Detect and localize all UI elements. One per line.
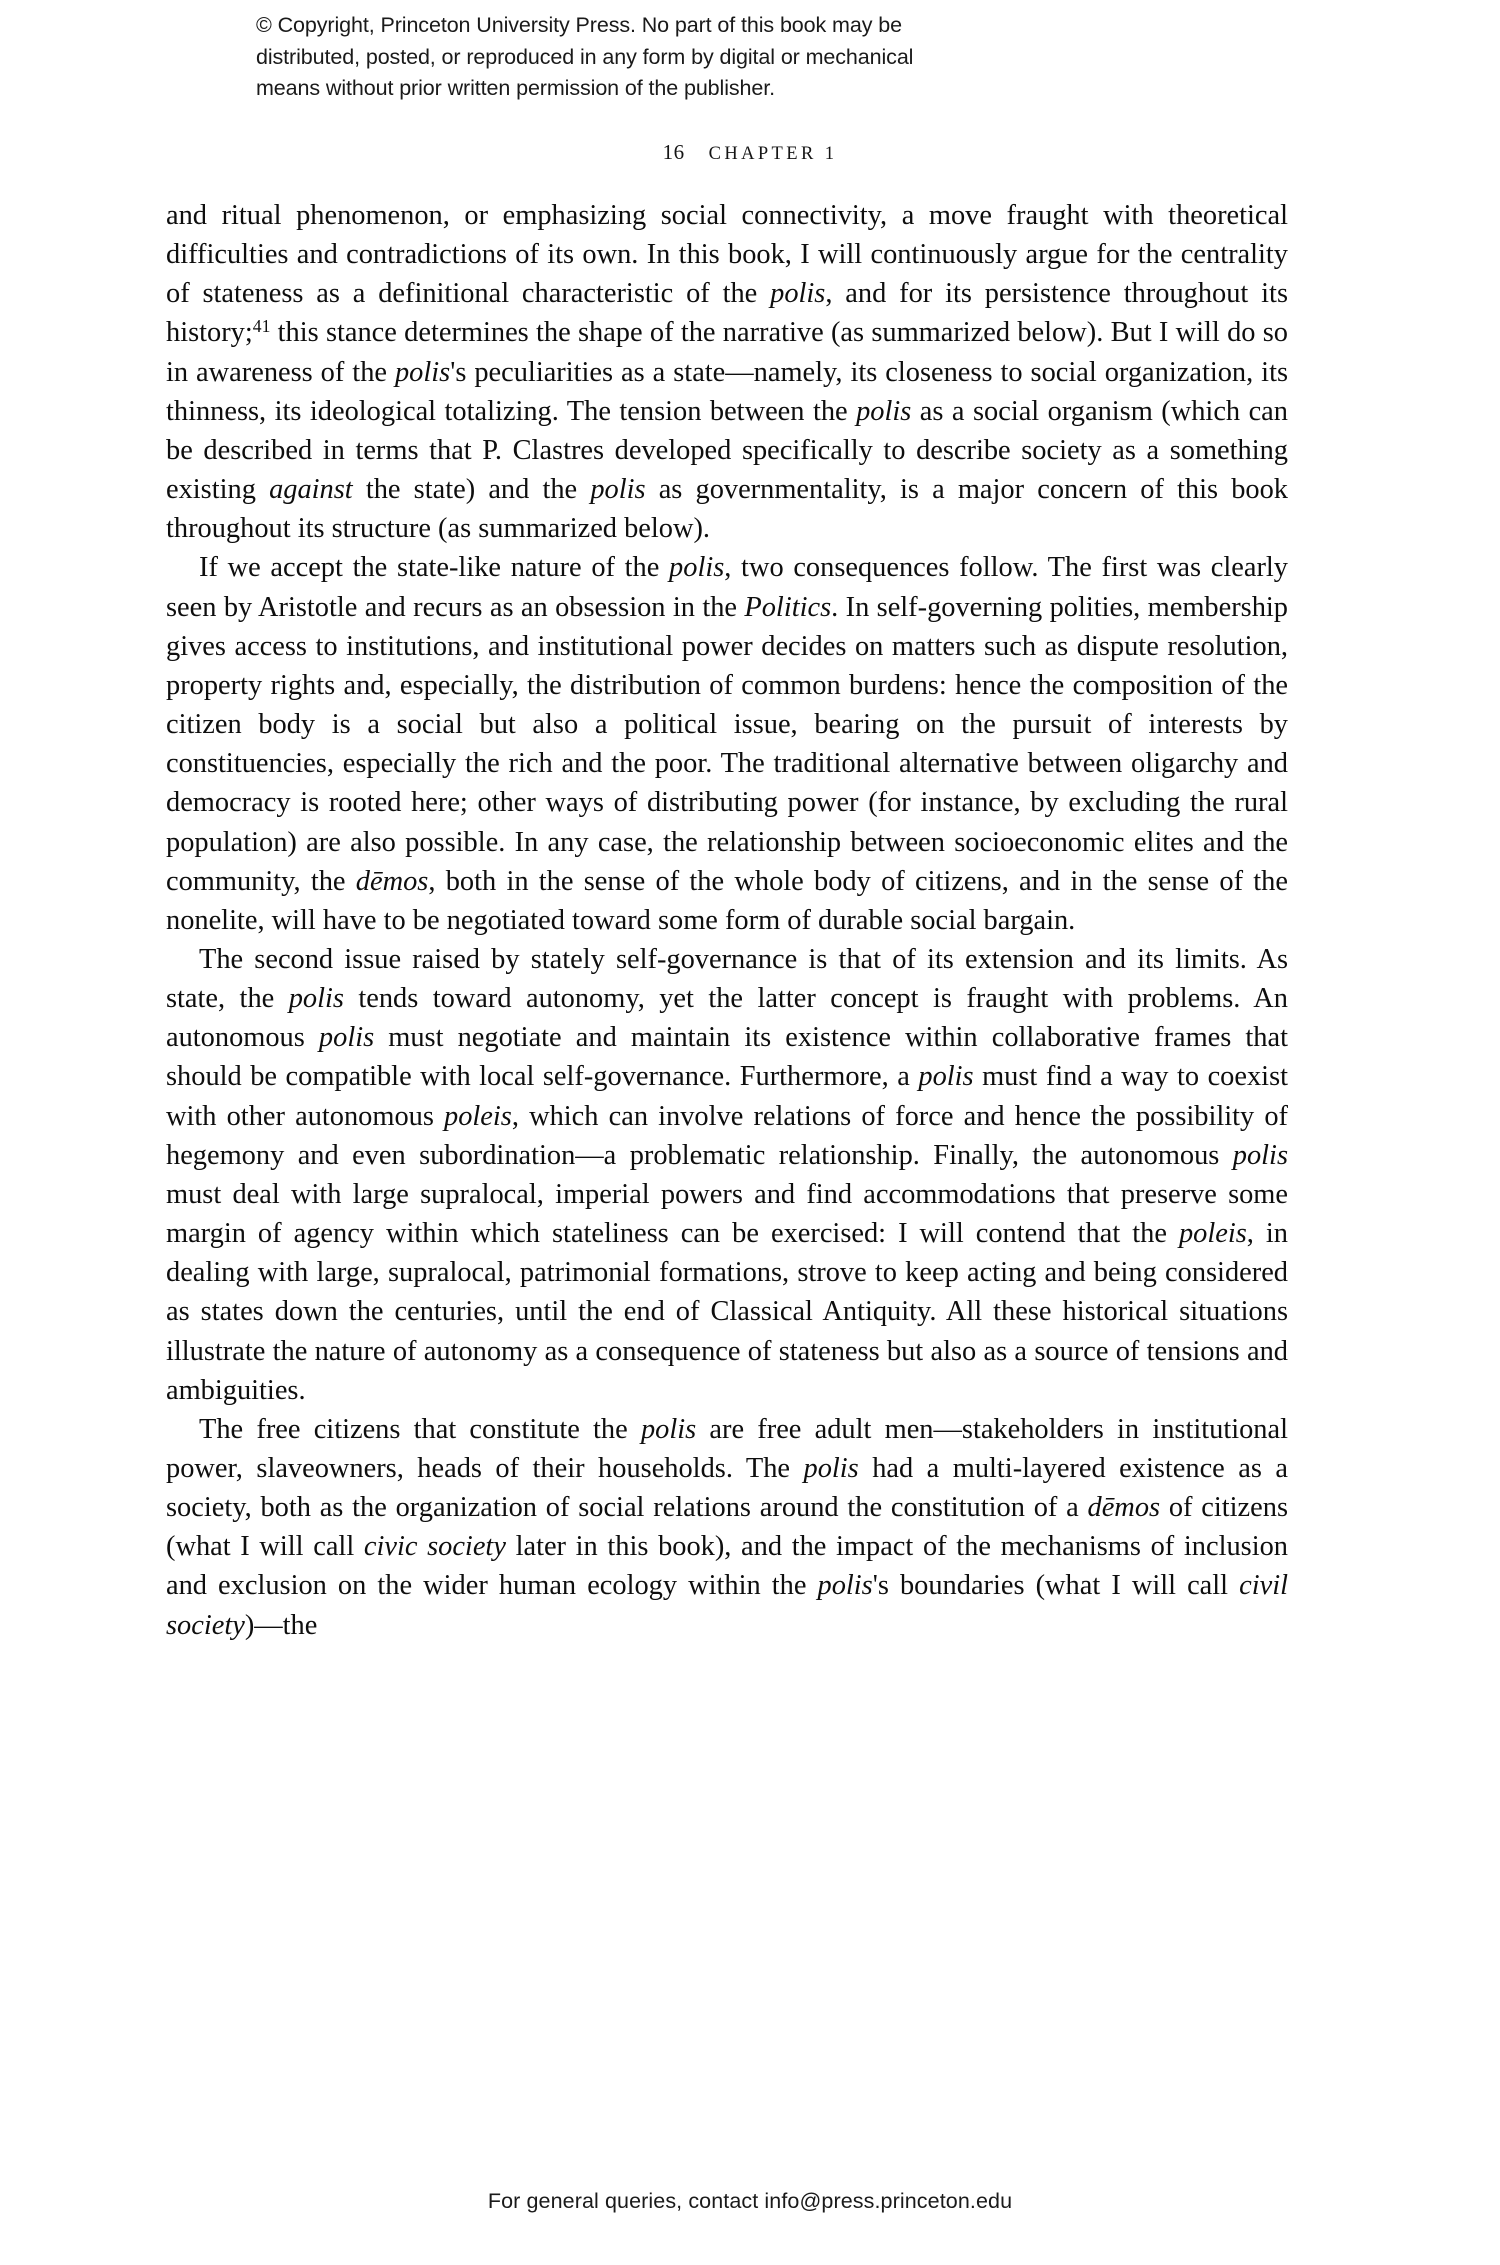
paragraph: The second issue raised by stately self-governance is that of its extension and its limits. As state, the polis tends toward autonomy, yet the latter concept is fraught with problems. An autonomous polis must negotiate and maintain its existence within collaborative frames that should be compatible with local self-governance. Furthermore, a polis must find a way to coexist with other autonomous poleis, which can involve relations of force and hence the possibility of hegemony and even subordination—a problematic relationship. Finally, the autonomous polis must deal with large supralocal, imperial powers and find accommodations that preserve some margin of agency within which stateliness can be exercised: I will contend that the poleis, in dealing with large, supralocal, patrimonial formations, strove to keep acting and being considered as states down the centuries, until the end of Classical Antiquity. All these historical situations illustrate the nature of autonomy as a consequence of stateness but also as a source of tensions and ambiguities. (166, 943, 1289, 1406)
page-number: 16 (662, 140, 685, 164)
copyright-line-2: distributed, posted, or reproduced in any form by digital or mechanical (256, 44, 914, 69)
chapter-label: CHAPTER 1 (708, 144, 838, 164)
footer-contact-text: For general queries, contact info@press.princeton.edu (487, 2189, 1013, 2213)
copyright-notice (256, 10, 956, 105)
running-head (0, 140, 1500, 165)
body-text (166, 196, 1288, 1645)
copyright-line-3: means without prior written permission of the publisher. (256, 76, 776, 100)
paragraph: If we accept the state-like nature of the polis, two consequences follow. The first was clearly seen by Aristotle and recurs as an obsession in the Politics. In self-governing polities, membership gives access to institutions, and institutional power decides on matters such as dispute resolution, property rights and, especially, the distribution of common burdens: hence the composition of the citizen body is a social but also a political issue, bearing on the pursuit of interests by constituencies, especially the rich and the poor. The traditional alternative between oligarchy and democracy is rooted here; other ways of distributing power (for instance, by excluding the rural population) are also possible. In any case, the relationship between socioeconomic elites and the community, the dēmos, both in the sense of the whole body of citizens, and in the sense of the nonelite, will have to be negotiated toward some form of durable social bargain. (166, 552, 1288, 936)
paragraph: The free citizens that constitute the polis are free adult men—stakeholders in institutional power, slaveowners, heads of their households. The polis had a multi-layered existence as a society, both as the organization of social relations around the constitution of a dēmos of citizens (what I will call civic society later in this book), and the impact of the mechanisms of inclusion and exclusion on the wider human ecology within the polis's boundaries (what I will call civil society)—the (166, 1413, 1288, 1641)
paragraph: and ritual phenomenon, or emphasizing social connectivity, a move fraught with theoretical difficulties and contradictions of its own. In this book, I will continuously argue for the centrality of stateness as a definitional characteristic of the polis, and for its persistence throughout its history;$^{41}$ this stance determines the shape of the narrative (as summarized below). But I will do so in awareness of the polis's peculiarities as a state—namely, its closeness to social organization, its thinness, its ideological totalizing. The tension between the polis as a social organism (which can be described in terms that P. Clastres developed specifically to describe society as a something existing against the state) and the polis as governmentality, is a major concern of this book throughout its structure (as summarized below). (166, 200, 1289, 545)
copyright-line-1: © Copyright, Princeton University Press. No part of this book may be (256, 13, 902, 37)
page-footer (0, 2189, 1500, 2214)
